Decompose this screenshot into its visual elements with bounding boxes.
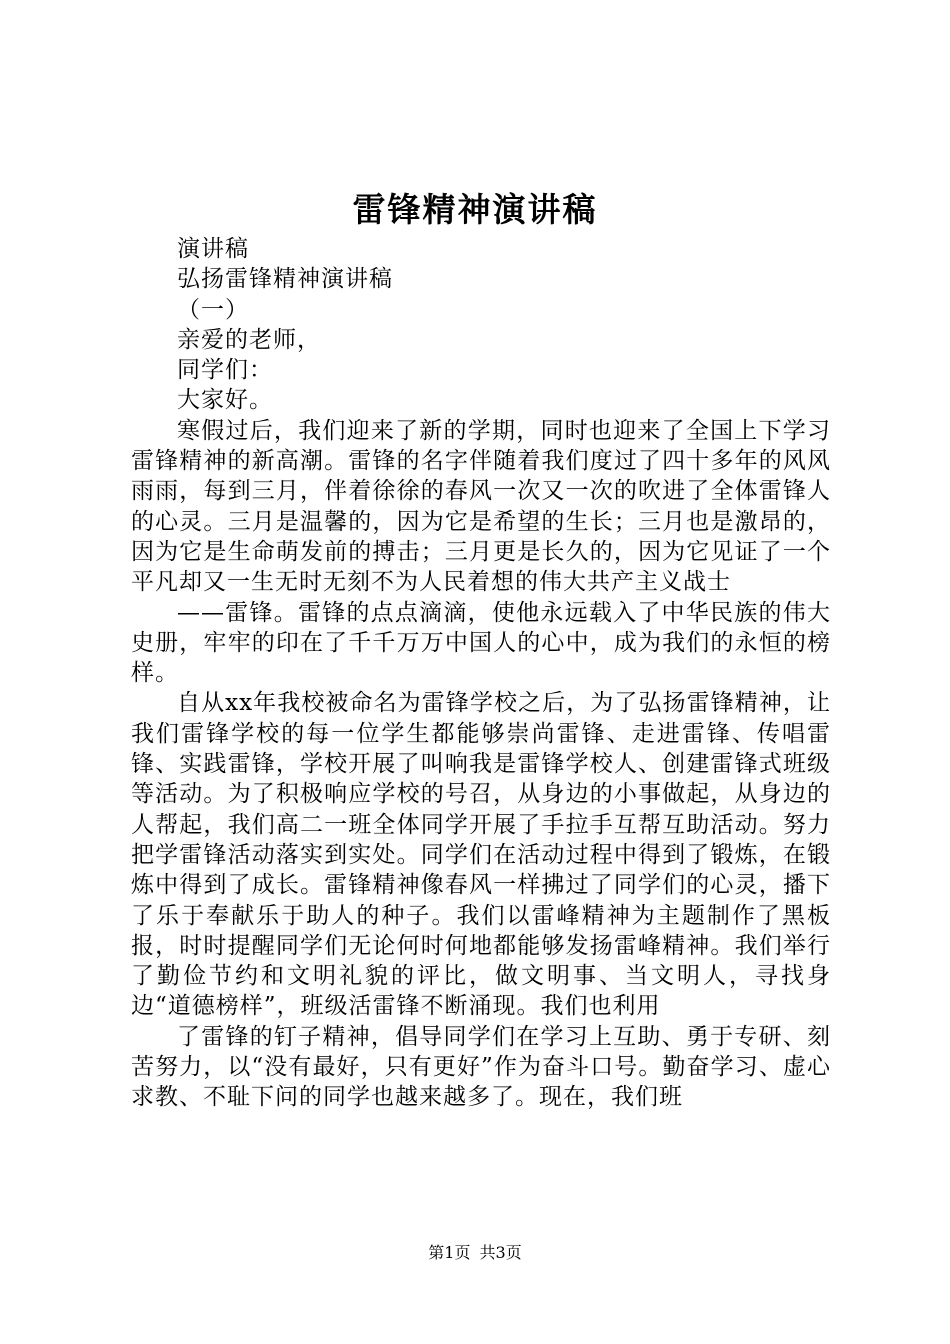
paragraph: 同学们： [177,357,273,384]
paragraph: 演讲稿 [177,236,249,262]
paragraph: 亲爱的老师， [177,326,321,353]
page-number: 第1页 [428,1243,471,1262]
paragraph: ——雷锋。雷锋的点点滴滴，使他永远载入了中华民族的伟大史册，牢牢的印在了千千万万中国人的心中，成为我们的永恒的榜样。 [131,599,831,687]
document-title: 雷锋精神演讲稿 [352,190,598,229]
paragraph: （一） [177,296,249,323]
paragraph: 弘扬雷锋精神演讲稿 [177,266,393,293]
paragraph: 自从xx年我校被命名为雷锋学校之后，为了弘扬雷锋精神，让我们雷锋学校的每一位学生都能够崇尚雷锋、走进雷锋、传唱雷锋、实践雷锋，学校开展了叫响我是雷锋学校人、创建雷锋式班级等活动。为了积极响应学校的号召，从身边的小事做起，从身边的人帮起，我们高二一班全体同学开展了手拉手互帮互助活动。努力把学雷锋活动落实到实处。同学们在活动过程中得到了锻炼，在锻炼中得到了成长。雷锋精神像春风一样拂过了同学们的心灵，播下了乐于奉献乐于助人的种子。我们以雷峰精神为主题制作了黑板报，时时提醒同学们无论何时何地都能够发扬雷峰精神。我们举行了勤俭节约和文明礼貌的评比，做文明事、当文明人，寻找身边“道德榜样”，班级活雷锋不断涌现。我们也利用 [131,690,831,1020]
paragraph: 大家好。 [177,387,273,414]
paragraph: 了雷锋的钉子精神，倡导同学们在学习上互助、勇于专研、刻苦努力，以“没有最好，只有更好”作为奋斗口号。勤奋学习、虚心求教、不耻下问的同学也越来越多了。现在，我们班 [131,1023,831,1111]
page-total: 共3页 [479,1243,522,1262]
paragraph: 寒假过后，我们迎来了新的学期，同时也迎来了全国上下学习雷锋精神的新高潮。雷锋的名字伴随着我们度过了四十多年的风风雨雨，每到三月，伴着徐徐的春风一次又一次的吹进了全体雷锋人的心灵。三月是温馨的，因为它是希望的生长；三月也是激昂的，因为它是生命萌发前的搏击；三月更是长久的，因为它见证了一个平凡却又一生无时无刻不为人民着想的伟大共产主义战士 [131,417,831,596]
page-footer [0,1238,950,1268]
document-body [131,234,831,1113]
